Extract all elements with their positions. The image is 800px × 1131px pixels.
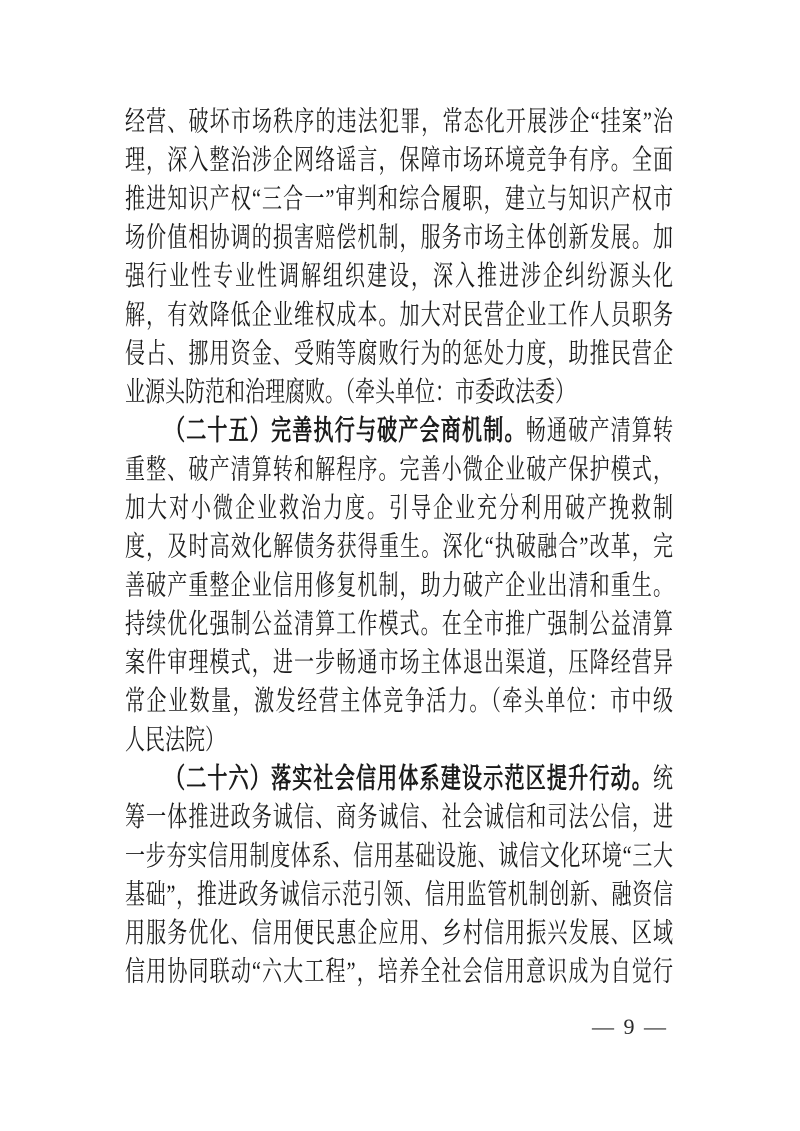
body-text [125, 103, 673, 992]
text-line: 筹一体推进政务诚信、商务诚信、社会诚信和司法公信，进 [125, 802, 673, 834]
text-line: 强行业性专业性调解组织建设，深入推进涉企纠纷源头化 [125, 261, 673, 293]
text-line: 基础”，推进政务诚信示范引领、信用监管机制创新、融资信 [125, 879, 673, 911]
text-line: 案件审理模式，进一步畅通市场主体退出渠道，压降经营异 [125, 648, 673, 679]
text-line: 一步夯实信用制度体系、信用基础设施、诚信文化环境“三大 [125, 841, 673, 872]
section-26-first-line-rest: 统 [653, 764, 673, 795]
text-line: 场价值相协调的损害赔偿机制，服务市场主体创新发展。加 [125, 223, 673, 254]
text-line: 经营、破坏市场秩序的违法犯罪，常态化开展涉企“挂案”治 [125, 107, 673, 138]
text-line: 重整、破产清算转和解程序。完善小微企业破产保护模式， [125, 454, 673, 486]
text-line: 推进知识产权“三合一”审判和综合履职，建立与知识产权市 [125, 184, 673, 215]
section-heading-25: （二十五）完善执行与破产会商机制。 [165, 416, 526, 447]
text-line: 解，有效降低企业维权成本。加大对民营企业工作人员职务 [125, 300, 673, 331]
text-line: 侵占、挪用资金、受贿等腐败行为的惩处力度，助推民营企 [125, 338, 673, 370]
section-heading-26: （二十六）落实社会信用体系建设示范区提升行动。 [165, 764, 653, 795]
text-line: 用服务优化、信用便民惠企应用、乡村信用振兴发展、区域 [125, 918, 673, 949]
text-line: 持续优化强制公益清算工作模式。在全市推广强制公益清算 [125, 609, 673, 640]
text-line: 度，及时高效化解债务获得重生。深化“执破融合”改革，完 [125, 532, 673, 563]
text-line: 善破产重整企业信用修复机制，助力破产企业出清和重生。 [125, 570, 673, 602]
text-line [125, 760, 673, 799]
text-line: 业源头防范和治理腐败。（牵头单位：市委政法委） [125, 377, 575, 408]
text-line: 人民法院） [125, 725, 225, 756]
page-number: — 9 — [592, 1014, 668, 1039]
text-line: 常企业数量，激发经营主体竞争活力。（牵头单位：市中级 [125, 686, 673, 718]
section-25-first-line-rest: 畅通破产清算转 [525, 416, 673, 447]
text-line: 理，深入整治涉企网络谣言，保障市场环境竞争有序。全面 [125, 145, 673, 177]
text-line: 信用协同联动“六大工程”，培养全社会信用意识成为自觉行 [125, 957, 673, 988]
text-line [125, 412, 673, 451]
text-line: 加大对小微企业救治力度。引导企业充分利用破产挽救制 [125, 493, 673, 524]
